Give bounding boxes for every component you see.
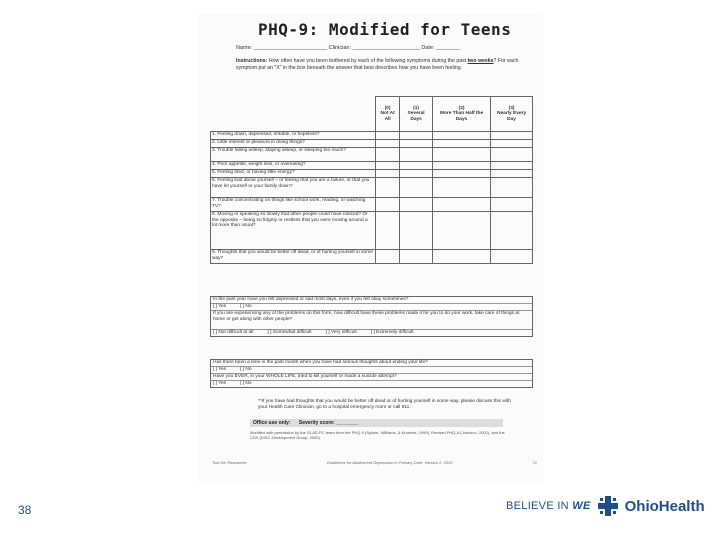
suicide-box (210, 359, 533, 388)
table-header-row (211, 97, 533, 132)
footer-mid: Guidelines for Adolescent Depression in Primary Care. Version 2, 2010 (326, 460, 453, 465)
table-row: 5. Feeling tired, or having little energy? (211, 170, 533, 178)
ever-question: Have you EVER, in your WHOLE LIFE, tried to kill yourself or made a suicide attempt? (211, 373, 532, 380)
option-no[interactable]: [ ] No (240, 304, 252, 309)
answer-box[interactable] (491, 198, 533, 212)
answer-box[interactable] (432, 250, 490, 264)
citation: Modified with permission by the GLAD-PC team from the PHQ-9 (Spitzer, Williams, & Kroenke, 1999), Revised PHQ-A (Johnson, 2002), and the CDS (DISC Development Group, 2000) (250, 430, 505, 440)
office-use-bar (250, 419, 503, 427)
footer-left: Tool Kit: Resources (212, 460, 247, 465)
answer-box[interactable] (432, 162, 490, 170)
answer-box[interactable] (491, 178, 533, 198)
answer-box[interactable] (400, 250, 433, 264)
answer-box[interactable] (376, 162, 400, 170)
past-year-question: In the past year have you felt depressed or sad most days, even if you felt okay sometimes? (213, 297, 409, 302)
document-footer (212, 460, 537, 465)
answer-box[interactable] (400, 140, 433, 148)
answer-box[interactable] (376, 178, 400, 198)
answer-box[interactable] (491, 132, 533, 140)
table-row: 8. Moving or speaking so slowly that other people could have noticed? Or the opposite – being so fidgety or restless that you were moving around a lot more than usual? (211, 212, 533, 250)
instructions (236, 58, 521, 72)
option-yes[interactable]: [ ] Yes (213, 304, 227, 309)
option-somewhat[interactable]: [ ] Somewhat difficult (267, 330, 312, 335)
answer-box[interactable] (491, 148, 533, 162)
answer-box[interactable] (400, 178, 433, 198)
difficulty-options (211, 329, 532, 336)
answer-box[interactable] (376, 198, 400, 212)
option-no[interactable]: [ ] No (240, 367, 252, 372)
answer-box[interactable] (491, 212, 533, 250)
option-yes[interactable]: [ ] Yes (213, 381, 227, 386)
difficulty-question: If you are experiencing any of the problems on this form, how difficult have these problems made it for you to do your work, take care of things at home or get along with other people? (211, 310, 532, 329)
answer-box[interactable] (432, 140, 490, 148)
table-row: 9. Thoughts that you would be better off dead, or of hurting yourself in some way? (211, 250, 533, 264)
table-row: 7. Trouble concentrating on things like school work, reading, or watching TV? (211, 198, 533, 212)
column-header: (2) More Than Half the Days (432, 97, 490, 132)
answer-box[interactable] (376, 132, 400, 140)
column-header: (3) Nearly Every Day (491, 97, 533, 132)
option-very[interactable]: [ ] Very difficult (325, 330, 357, 335)
answer-box[interactable] (432, 198, 490, 212)
answer-box[interactable] (400, 132, 433, 140)
answer-box[interactable] (400, 162, 433, 170)
followup-box (210, 296, 533, 337)
severity-score: Severity score: ________ (298, 420, 359, 426)
answer-box[interactable] (491, 170, 533, 178)
slide-number: 38 (18, 503, 32, 517)
ever-options (211, 380, 532, 387)
answer-box[interactable] (432, 132, 490, 140)
option-yes[interactable]: [ ] Yes (213, 367, 227, 372)
answer-box[interactable] (432, 148, 490, 162)
instructions-emphasis: two weeks (467, 58, 494, 64)
office-label: Office use only: (253, 420, 291, 426)
past-year-options (211, 303, 532, 310)
answer-box[interactable] (400, 198, 433, 212)
answer-box[interactable] (491, 250, 533, 264)
ohiohealth-cross-icon (597, 495, 619, 517)
table-row: 1. Feeling down, depressed, irritable, or hopeless? (211, 132, 533, 140)
answer-box[interactable] (432, 170, 490, 178)
brand-name: OhioHealth (624, 497, 705, 515)
answer-box[interactable] (376, 250, 400, 264)
option-not-difficult[interactable]: [ ] Not difficult at all (213, 330, 254, 335)
document-title: PHQ-9: Modified for Teens (258, 20, 512, 39)
answer-box[interactable] (376, 170, 400, 178)
footer-page: 71 (532, 460, 537, 465)
answer-box[interactable] (400, 148, 433, 162)
brand-footer (506, 495, 705, 517)
past-month-options (211, 366, 532, 373)
phq9-document (198, 14, 543, 484)
answer-box[interactable] (376, 212, 400, 250)
table-row: 2. Little interest or pleasure in doing things? (211, 140, 533, 148)
answer-box[interactable] (432, 212, 490, 250)
table-row: 3. Trouble falling asleep, staying asleep, or sleeping too much? (211, 148, 533, 162)
header-fields: Name: ________________________ Clinician: ______________________ Date: ________ (236, 45, 461, 51)
answer-box[interactable] (376, 140, 400, 148)
table-row: 4. Poor appetite, weight loss, or overeating? (211, 162, 533, 170)
question-header (211, 97, 376, 132)
instructions-label: Instructions: (236, 58, 268, 64)
answer-box[interactable] (491, 162, 533, 170)
safety-note: **If you have had thoughts that you would be better off dead or of hurting yourself in some way, please discuss this with your Health Care Clinician, go to a hospital emergency room or call 911. (258, 399, 511, 410)
answer-box[interactable] (400, 170, 433, 178)
answer-box[interactable] (376, 148, 400, 162)
symptom-table (210, 96, 533, 264)
answer-box[interactable] (400, 212, 433, 250)
answer-box[interactable] (491, 140, 533, 148)
tagline: BELIEVE IN WE (506, 500, 591, 512)
table-row: 6. Feeling bad about yourself – or feeling that you are a failure, or that you have let yourself or your family down? (211, 178, 533, 198)
column-header: (1) Several Days (400, 97, 433, 132)
option-no[interactable]: [ ] No (240, 381, 252, 386)
answer-box[interactable] (432, 178, 490, 198)
instructions-text-2: ? For each symptom put an "X" in the box beneath the answer that best describes how you have been feeling. (236, 58, 519, 71)
past-month-question: Has there been a time in the past month when you have had serious thoughts about ending your life? (213, 360, 428, 365)
option-extremely[interactable]: [ ] Extremely difficult (370, 330, 414, 335)
column-header: (0) Not At All (376, 97, 400, 132)
instructions-text-1: How often have you been bothered by each of the following symptoms during the past (268, 58, 467, 64)
